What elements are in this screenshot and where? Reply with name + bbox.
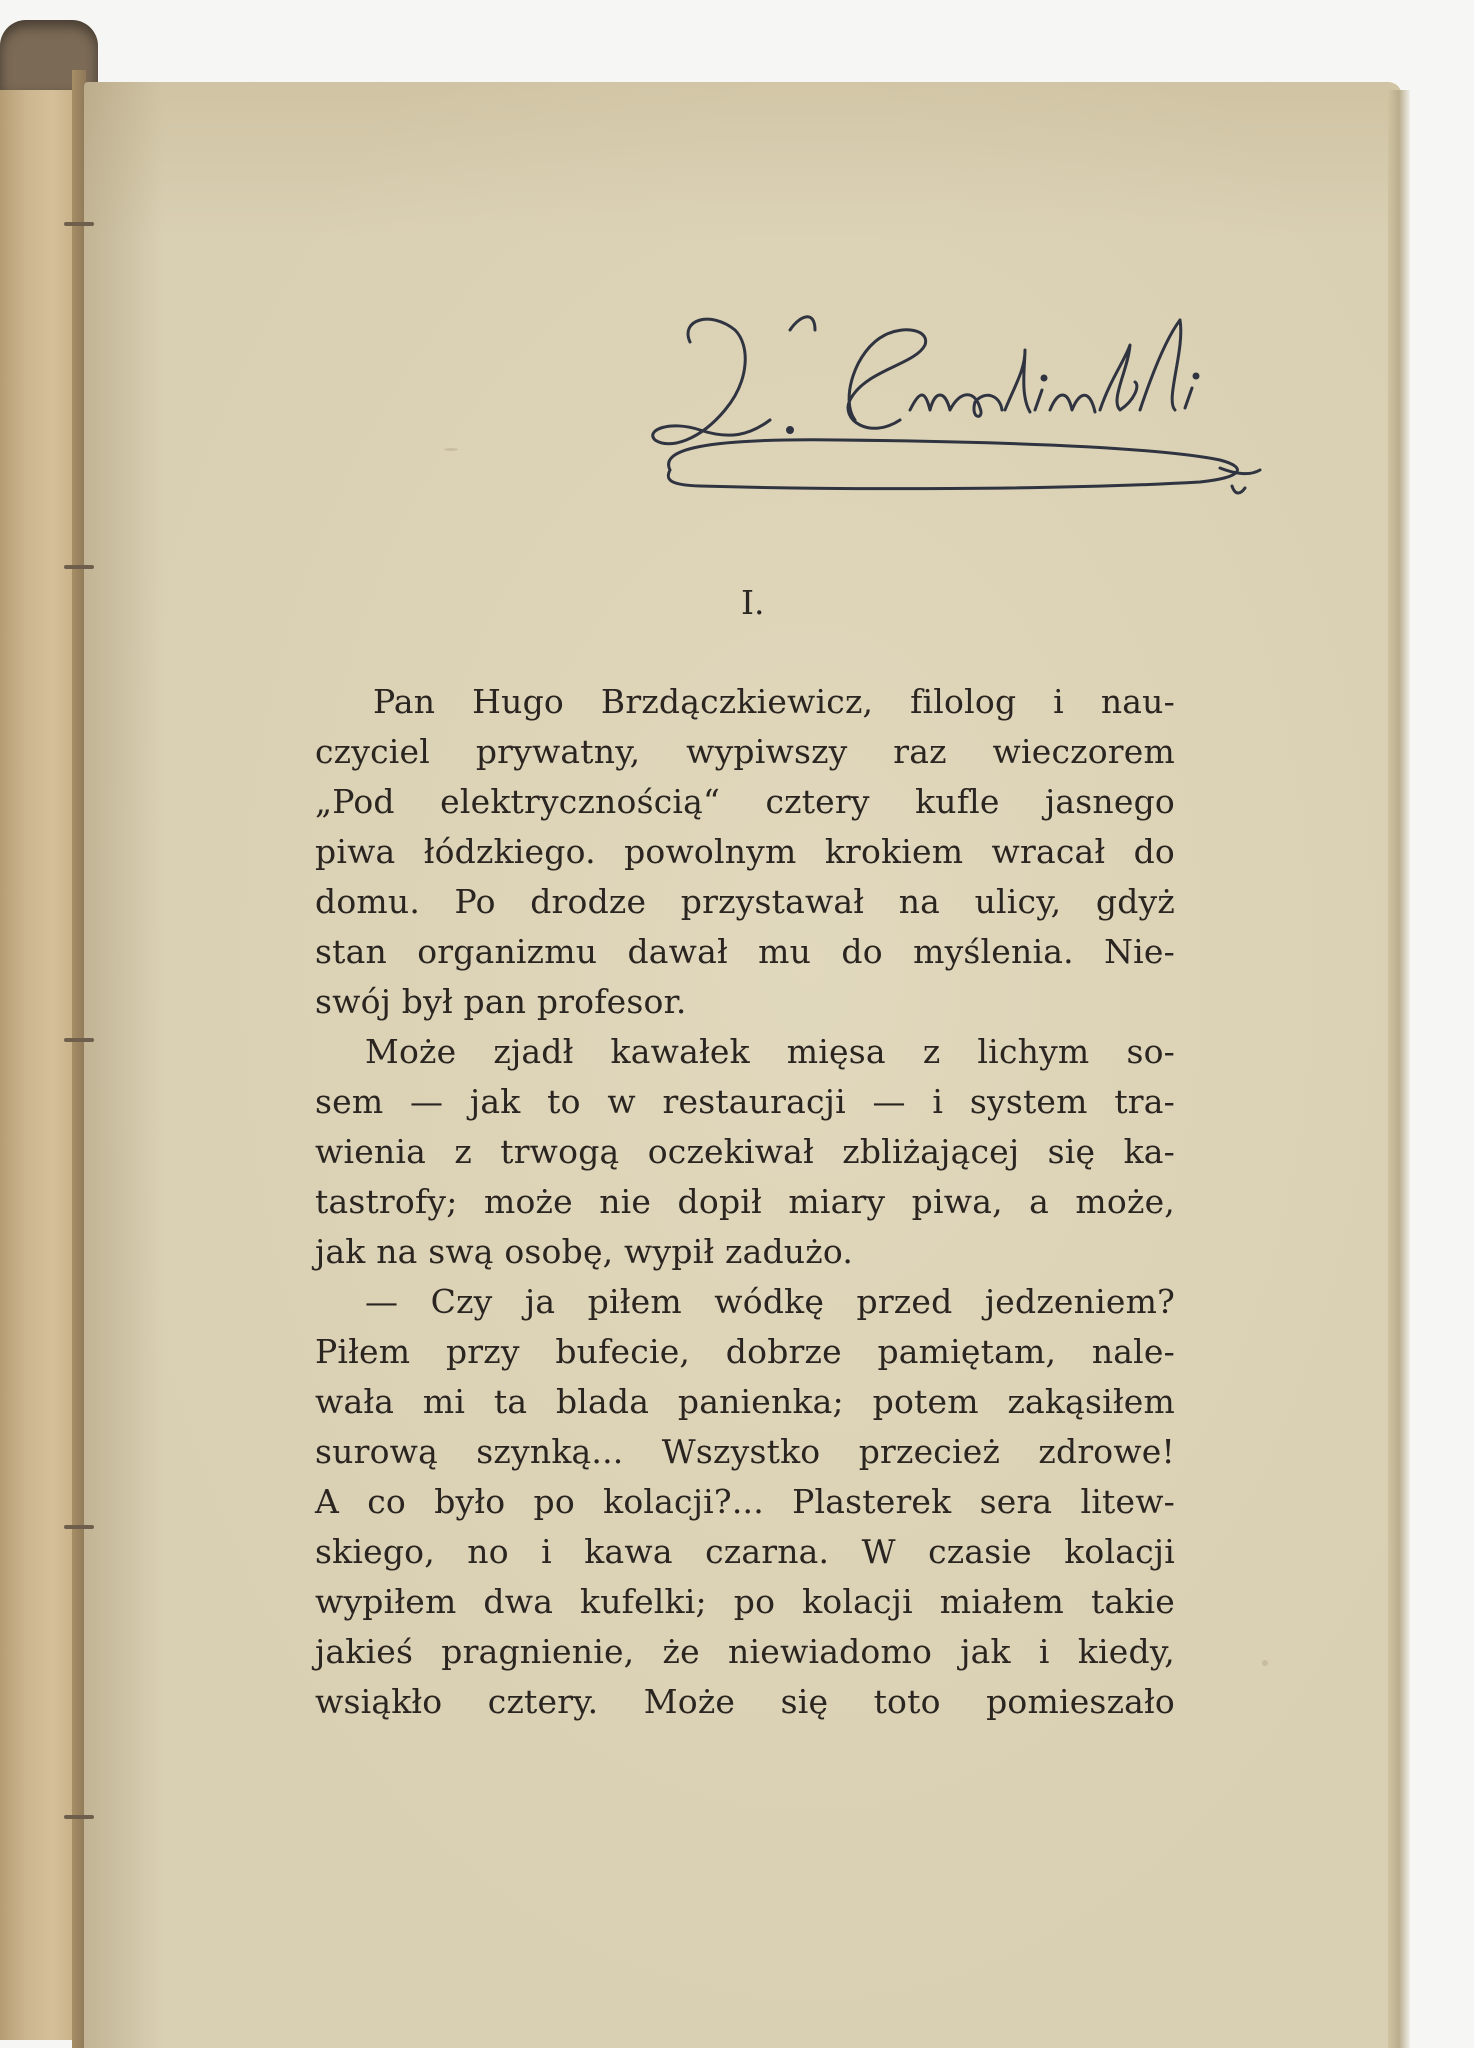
text-line: surową szynką... Wszystko przecież zdrowe!: [315, 1432, 1175, 1471]
binding-stitch: [64, 1525, 94, 1529]
text-line: — Czy ja piłem wódkę przed jedzeniem?: [365, 1282, 1175, 1321]
text-line: A co było po kolacji?... Plasterek sera litew-: [315, 1482, 1175, 1521]
text-line: piwa łódzkiego. powolnym krokiem wracał do: [315, 832, 1175, 871]
text-line: wienia z trwogą oczekiwał zbliżającej się ka-: [315, 1132, 1175, 1171]
text-line: domu. Po drodze przystawał na ulicy, gdyż: [315, 882, 1175, 921]
text-line: jak na swą osobę, wypił zadużo.: [315, 1232, 854, 1271]
text-line: „Pod elektrycznością“ cztery kufle jasnego: [315, 782, 1175, 821]
page-spot: [1262, 1660, 1268, 1666]
text-line: stan organizmu dawał mu do myślenia. Nie-: [315, 932, 1175, 971]
chapter-number: I.: [741, 583, 765, 622]
page-fore-edge: [1388, 90, 1410, 2048]
text-line: wsiąkło cztery. Może się toto pomieszało: [315, 1682, 1175, 1721]
text-line: jakieś pragnienie, że niewiadomo jak i kiedy,: [315, 1632, 1175, 1671]
text-line: swój był pan profesor.: [315, 982, 687, 1021]
text-line: Piłem przy bufecie, dobrze pamiętam, nale-: [315, 1332, 1175, 1371]
handwritten-signature: [640, 290, 1280, 530]
text-line: sem — jak to w restauracji — i system tra-: [315, 1082, 1175, 1121]
text-line: czyciel prywatny, wypiwszy raz wieczorem: [315, 732, 1175, 771]
text-line: skiego, no i kawa czarna. W czasie kolacji: [315, 1532, 1175, 1571]
binding-stitch: [64, 565, 94, 569]
binding-stitch: [64, 1815, 94, 1819]
page-spot: [444, 448, 458, 451]
text-line: wała mi ta blada panienka; potem zakąsiłem: [315, 1382, 1175, 1421]
binding-stitch: [64, 1038, 94, 1042]
text-line: Pan Hugo Brzdączkiewicz, filolog i nau-: [373, 682, 1175, 721]
text-line: wypiłem dwa kufelki; po kolacji miałem takie: [315, 1582, 1175, 1621]
text-line: Może zjadł kawałek mięsa z lichym so-: [365, 1032, 1175, 1071]
text-line: tastrofy; może nie dopił miary piwa, a może,: [315, 1182, 1175, 1221]
binding-stitch: [64, 222, 94, 226]
